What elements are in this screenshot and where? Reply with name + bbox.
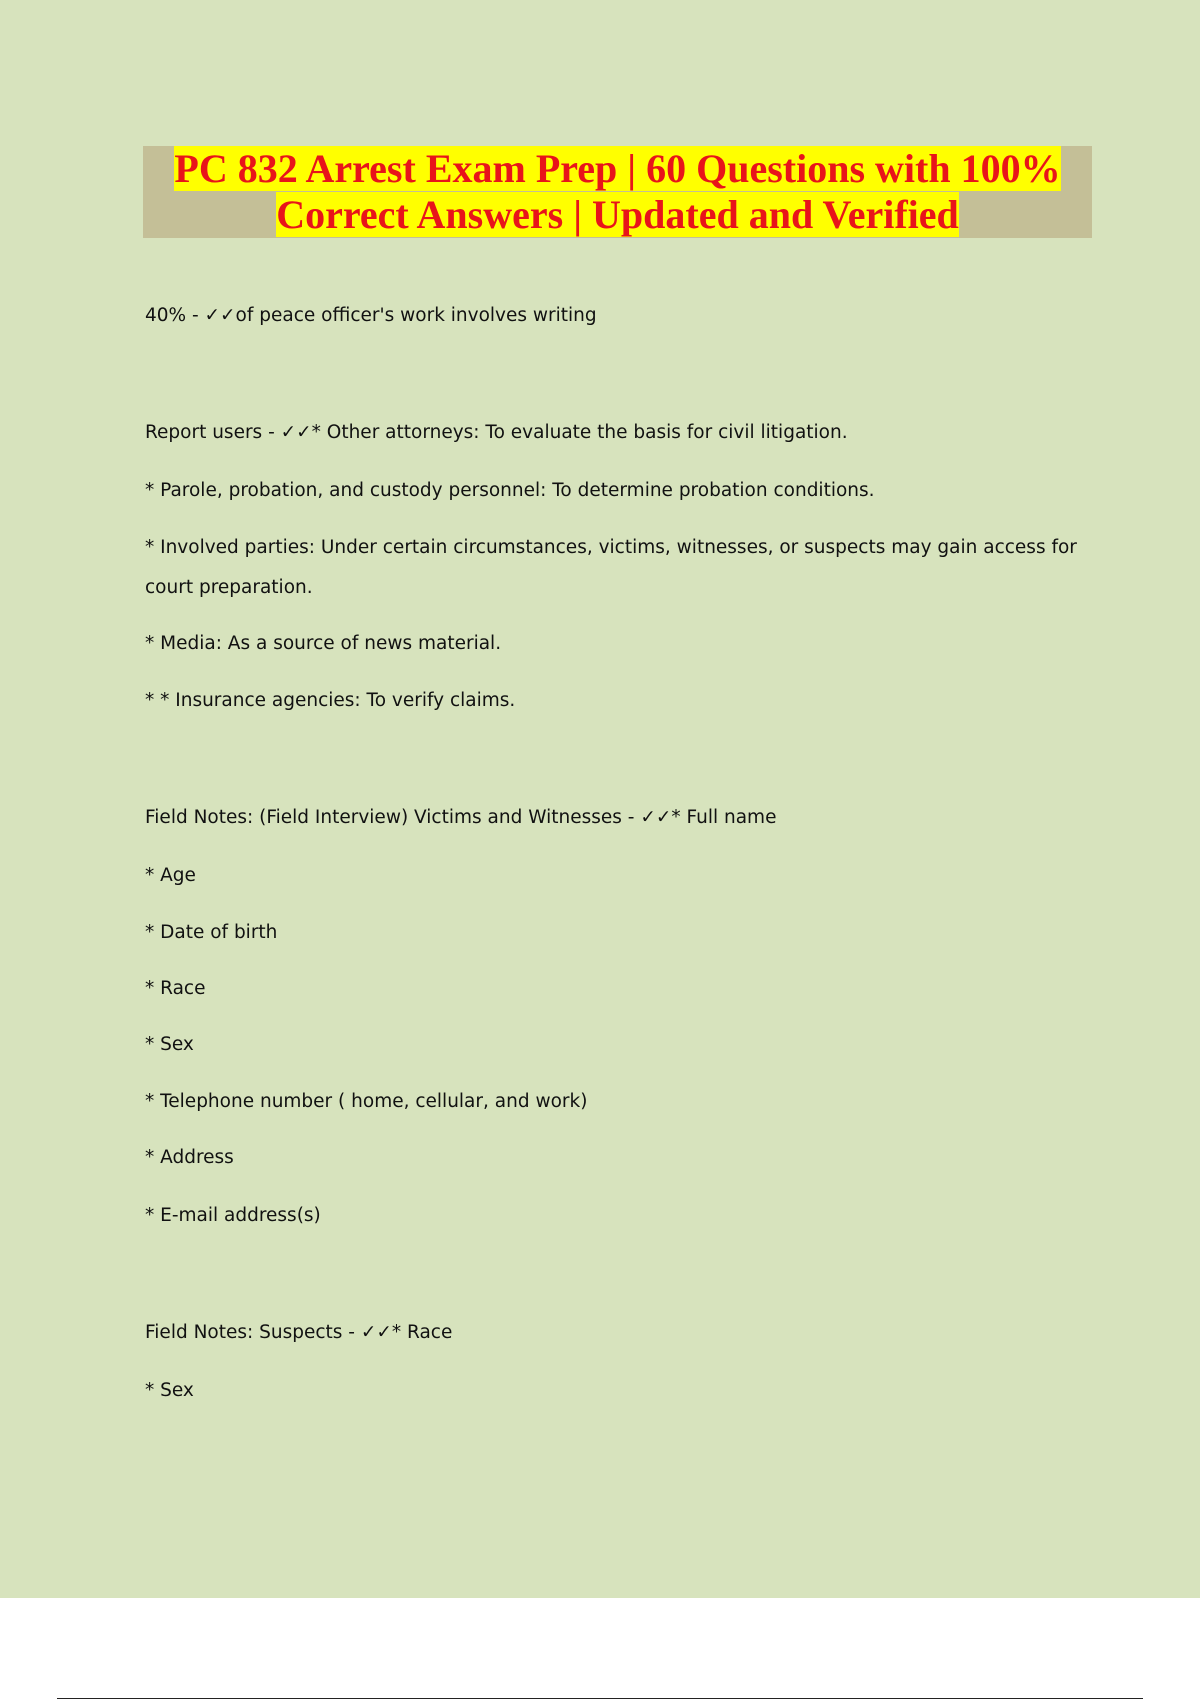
entry-media: * Media: As a source of news material. [145, 633, 502, 654]
entry-parole: * Parole, probation, and custody personnel: To determine probation conditions. [145, 480, 875, 501]
entry-involved-parties: * Involved parties: Under certain circumstances, victims, witnesses, or suspects may gain access for [145, 537, 1077, 558]
list-item-email: * E-mail address(s) [145, 1205, 321, 1226]
entry-field-notes-victims: Field Notes: (Field Interview) Victims and Witnesses - ✓✓* Full name [145, 807, 777, 828]
entry-percent: 40% - ✓✓of peace officer's work involves writing [145, 305, 597, 326]
list-item-race: * Race [145, 978, 206, 999]
footer-divider [57, 1698, 1143, 1699]
entry-involved-parties-cont: court preparation. [145, 577, 313, 598]
entry-insurance: * * Insurance agencies: To verify claims. [145, 690, 516, 711]
title-line-1: PC 832 Arrest Exam Prep | 60 Questions with 100% [174, 146, 1061, 191]
document-title [143, 146, 1092, 238]
list-item-telephone: * Telephone number ( home, cellular, and work) [145, 1091, 588, 1112]
list-item-sex: * Sex [145, 1034, 194, 1055]
list-item-suspect-sex: * Sex [145, 1380, 194, 1401]
title-line-2: Correct Answers | Updated and Verified [276, 192, 959, 237]
list-item-dob: * Date of birth [145, 922, 278, 943]
entry-report-users: Report users - ✓✓* Other attorneys: To evaluate the basis for civil litigation. [145, 422, 848, 443]
entry-field-notes-suspects: Field Notes: Suspects - ✓✓* Race [145, 1322, 453, 1343]
list-item-address: * Address [145, 1147, 234, 1168]
list-item-age: * Age [145, 865, 196, 886]
